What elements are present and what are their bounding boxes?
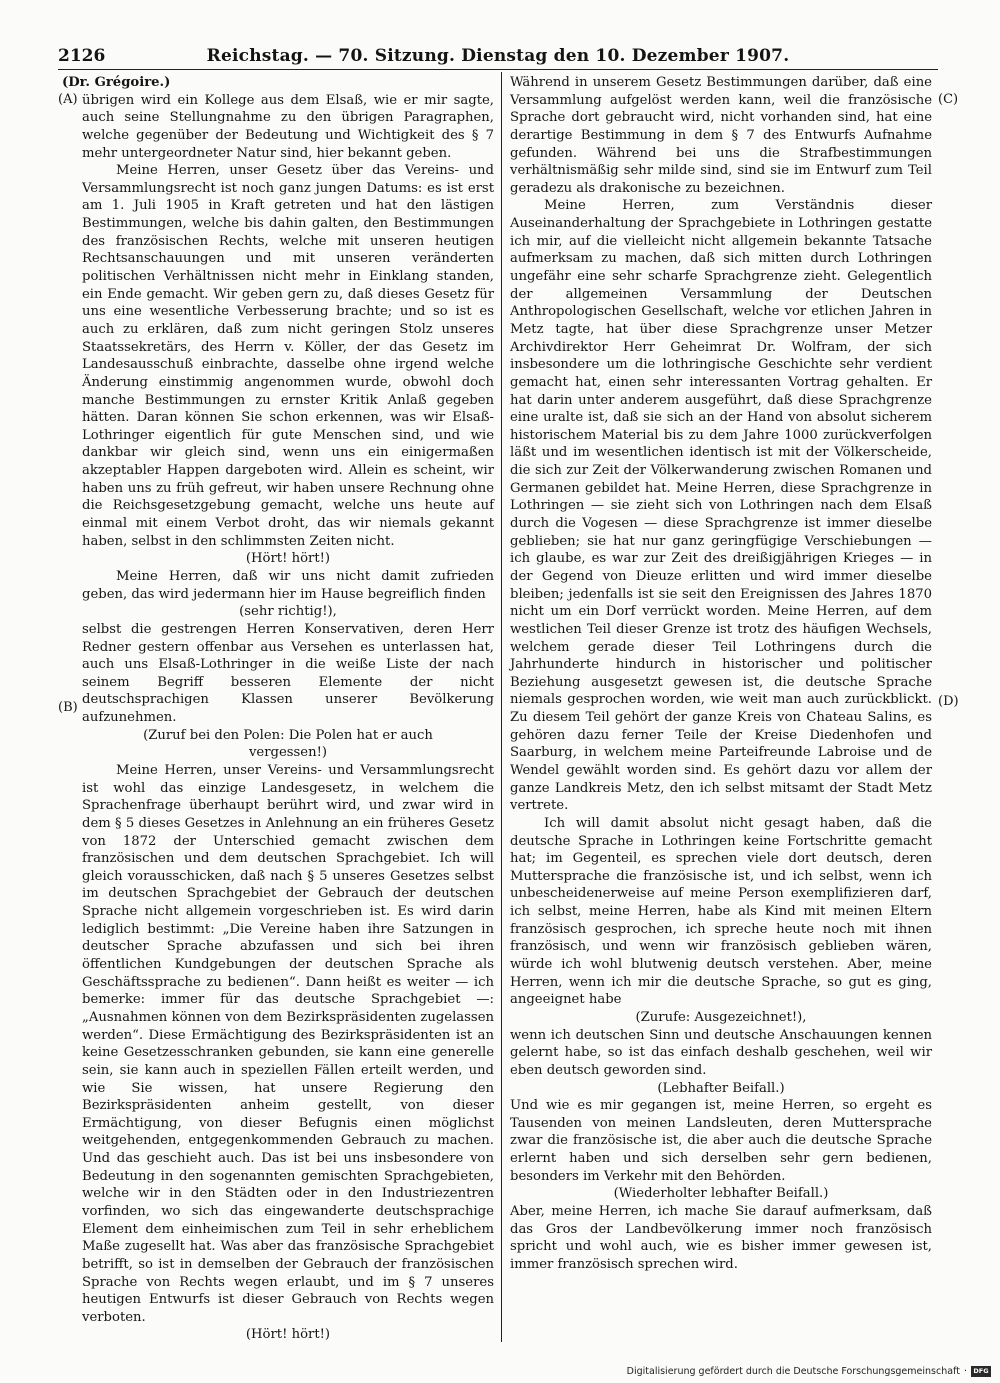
margin-marker-d: (D): [938, 694, 959, 709]
right-column: [510, 74, 932, 1274]
interjection: (Lebhafter Beifall.): [657, 1080, 785, 1096]
paragraph: selbst die gestrengen Herren Konservativen, deren Herr Redner gestern offenbar aus Versehen es unterlassen hat, auch uns Elsaß-Lothringer in die weiße Liste der nach seinem Begriff besseren Elemente der nicht deutschsprachigen Klassen unserer Bevölkerung aufzunehmen.: [82, 621, 494, 726]
paragraph: wenn ich deutschen Sinn und deutsche Anschauungen kennen gelernt habe, so ist das einfach deshalb geschehen, weil wir eben deutsch geworden sind.: [510, 1027, 932, 1078]
dfg-logo: DFG: [971, 1366, 991, 1377]
paragraph: Meine Herren, daß wir uns nicht damit zufrieden geben, das wird jedermann hier im Hause begreiflich finden: [82, 568, 494, 602]
interjection: (sehr richtig!),: [239, 604, 337, 620]
paragraph: Meine Herren, unser Gesetz über das Vereins- und Versammlungsrecht ist noch ganz jungen Datums: es ist erst am 1. Juli 1905 in Kraft getreten und hat den lästigen Bestimmungen, welche bis dahin galten, den Bestimmungen des französischen Rechts, welche mit unseren heutigen Rechtsanschauungen und mit unseren veränderten politischen Verhältnissen nicht mehr in Einklang standen, ein Ende gemacht. Wir geben gern zu, daß dieses Gesetz für uns eine wesentliche Verbesserung brachte; und so ist es auch zu erklären, daß zum nicht geringen Stolz unseres Staatssekretärs, des Herrn v. Köller, der das Gesetz im Landesausschuß einbrachte, dasselbe ohne irgend welche Änderung einstimmig angenommen wurde, obwohl doch manche Bestimmungen zu ernster Kritik Anlaß gegeben hätten. Daran können Sie schon erkennen, was wir Elsaß-Lothringer eigentlich für gute Menschen sind, und wie dankbar wir gleich sind, wenn uns ein einigermaßen akzeptabler Happen dargeboten wird. Allein es scheint, wir haben uns zu früh gefreut, wir haben unsere Rechnung ohne die Reichsgesetzgebung gemacht, welche uns heute auf einmal mit einem Verbot droht, das wir niemals gekannt haben, selbst in den schlimmsten Zeiten nicht.: [82, 163, 494, 549]
page-number: 2126: [58, 46, 106, 66]
paragraph: Aber, meine Herren, ich mache Sie darauf aufmerksam, daß das Gros der Landbevölkerung immer noch französisch spricht und wohl auch, wie es bisher immer gewesen ist, immer französisch sprechen wird.: [510, 1204, 932, 1272]
paragraph: Meine Herren, zum Verständnis dieser Auseinanderhaltung der Sprachgebiete in Lothringen gestatte ich mir, auf die vielleicht nicht allgemein bekannte Tatsache aufmerksam zu machen, daß sich mitten durch Lothringen ungefähr eine sehr scharfe Sprachgrenze zieht. Gelegentlich der allgemeinen Versammlung der Deutschen Anthropologischen Gesellschaft, welche vor etlichen Jahren in Metz tagte, hat über diese Sprachgrenze unser Metzer Archivdirektor Herr Geheimrat Dr. Wolfram, der sich insbesondere um die lothringische Geschichte sehr verdient gemacht hat, einen sehr interessanten Vortrag gehalten. Er hat darin unter anderem ausgeführt, daß diese Sprachgrenze eine uralte ist, daß sie sich an der Hand von absolut sicherem historischem Material bis zu dem Jahre 1000 zurückverfolgen läßt und im wesentlichen identisch ist mit der Völkerscheide, die sich zur Zeit der Völkerwanderung zwischen Romanen und Germanen gebildet hat. Meine Herren, diese Sprachgrenze in Lothringen — sie zieht sich von Lothringen nach dem Elsaß durch die Vogesen — diese Sprachgrenze ist immer dieselbe geblieben; sie hat nur ganz geringfügige Verschiebungen — ich glaube, es war zur Zeit des dreißigjährigen Krieges — in der Gegend von Dieuze erlitten und wird immer dieselbe bleiben; jedenfalls ist sie seit den Ereignissen des Jahres 1870 nicht um ein Dorf verrückt worden. Meine Herren, auf dem westlichen Teil dieser Grenze ist trotz des häufigen Wechsels, welchem gerade dieser Teil Lothringens durch die Jahrhunderte hindurch in historischer und politischer Beziehung ausgesetzt gewesen ist, die deutsche Sprache niemals gesprochen worden, wie weit man auch zurückblickt. Zu diesem Teil gehört der ganze Kreis von Chateau Salins, es gehören dazu ferner Teile der Kreise Diedenhofen und Saarburg, in welchem meine Parteifreunde Labroise und de Wendel gewählt worden sind. Es gehört dazu vor allem der ganze Landkreis Metz, den ich selbst mitsamt der Stadt Metz vertrete.: [510, 198, 932, 814]
interjection: (Hört! hört!): [245, 551, 331, 567]
interjection: (Hört! hört!): [245, 1327, 331, 1343]
interjection: (Wiederholter lebhafter Beifall.): [613, 1186, 829, 1202]
header-rule: [58, 69, 938, 70]
running-title: Reichstag. — 70. Sitzung. Dienstag den 10. Dezember 1907.: [206, 46, 790, 66]
column-rule: [501, 72, 502, 1342]
interjection: (Zurufe: Ausgezeichnet!),: [635, 1009, 807, 1025]
left-column: [62, 74, 494, 1344]
paragraph: Und wie es mir gegangen ist, meine Herren, so ergeht es Tausenden von meinen Landsleuten, deren Muttersprache zwar die französische ist, die aber auch die deutsche Sprache erlernt haben und sich derselben sehr gern bedienen, besonders im Verkehr mit den Behörden.: [510, 1098, 932, 1184]
paragraph: Während in unserem Gesetz Bestimmungen darüber, daß eine Versammlung aufgelöst werden kann, weil die französische Sprache dort gebraucht wird, nicht vorhanden sind, hat eine derartige Bestimmung in dem § 7 des Entwurfs Aufnahme gefunden. Während bei uns die Strafbestimmungen verhältnismäßig sehr milde sind, sind sie im Entwurf zum Teil geradezu als drakonische zu bezeichnen.: [510, 75, 932, 196]
margin-marker-b: (B): [58, 700, 78, 715]
page-header: [58, 44, 938, 70]
paragraph: übrigen wird ein Kollege aus dem Elsaß, wie er mir sagte, auch seine Stellungnahme zu den übrigen Paragraphen, welche gegenüber der Bedeutung und Wichtigkeit des § 7 mehr untergeordneter Natur sind, hier bekannt geben.: [82, 92, 494, 161]
speaker-name: (Dr. Grégoire.): [62, 75, 171, 90]
paragraph: Meine Herren, unser Vereins- und Versammlungsrecht ist wohl das einzige Landesgesetz, in welchem die Sprachenfrage überhaupt berührt wird, und zwar wird in dem § 5 dieses Gesetzes in Anlehnung an ein früheres Gesetz von 1872 der Unterschied gemacht zwischen dem französischen und dem deutschen Sprachgebiet. Ich will gleich vorausschicken, daß nach § 5 unseres Gesetzes selbst im deutschen Sprachgebiet der Gebrauch der deutschen Sprache nicht allgemein vorgeschrieben ist. Es wird darin lediglich bestimmt: „Die Vereine haben ihre Satzungen in deutscher Sprache abzufassen und sich bei ihren öffentlichen Kundgebungen der deutschen Sprache als Geschäftssprache zu bedienen“. Dann heißt es weiter — ich bemerke: immer für das deutsche Sprachgebiet —: „Ausnahmen können von dem Bezirkspräsidenten zugelassen werden“. Diese Ermächtigung des Bezirkspräsidenten ist an keine Gesetzesschranken gebunden, sie kann eine generelle sein, sie kann auch in speziellen Fällen erteilt werden, und wie Sie wissen, hat unsere Regierung den Bezirkspräsidenten anheim gestellt, von dieser Ermächtigung, von dieser Befugnis einen möglichst weitgehenden, entgegenkommenden Gebrauch zu machen. Und das geschieht auch. Das ist bei uns insbesondere von Bedeutung in den sogenannten gemischten Sprachgebieten, welche wir in den Städten oder in den Industriezentren vorfinden, wo sich das eingewanderte deutschsprachige Element dem einheimischen zum Teil in sehr erheblichem Maße zugesellt hat. Was aber das französische Sprachgebiet betrifft, so ist in demselben der Gebrauch der französischen Sprache von Rechts wegen erlaubt, und im § 7 unseres heutigen Entwurfs ist dieser Gebrauch von Rechts wegen verboten.: [82, 762, 494, 1325]
digitization-footer: Digitalisierung gefördert durch die Deutsche Forschungsgemeinschaft · DFG: [603, 1363, 991, 1379]
interjection: (Zuruf bei den Polen: Die Polen hat er auch vergessen!): [143, 727, 433, 761]
margin-marker-c: (C): [938, 92, 959, 107]
paragraph: Ich will damit absolut nicht gesagt haben, daß die deutsche Sprache in Lothringen keine Fortschritte gemacht hat; im Gegenteil, es sprechen viele dort deutsch, deren Muttersprache die französische ist, und ich selbst, wenn ich unbescheidenerweise auf meine Person exemplifizieren darf, ich selbst, meine Herren, habe als Kind mit meinen Eltern französisch gesprochen, ich spreche heute noch mit ihnen französisch, und wenn wir französisch geblieben wären, würde ich wohl blutwenig deutsch verstehen. Aber, meine Herren, wenn ich mir die deutsche Sprache, so gut es ging, angeeignet habe: [510, 815, 932, 1008]
footer-text: Digitalisierung gefördert durch die Deutsche Forschungsgemeinschaft: [626, 1365, 960, 1377]
margin-marker-a: (A): [58, 92, 78, 107]
